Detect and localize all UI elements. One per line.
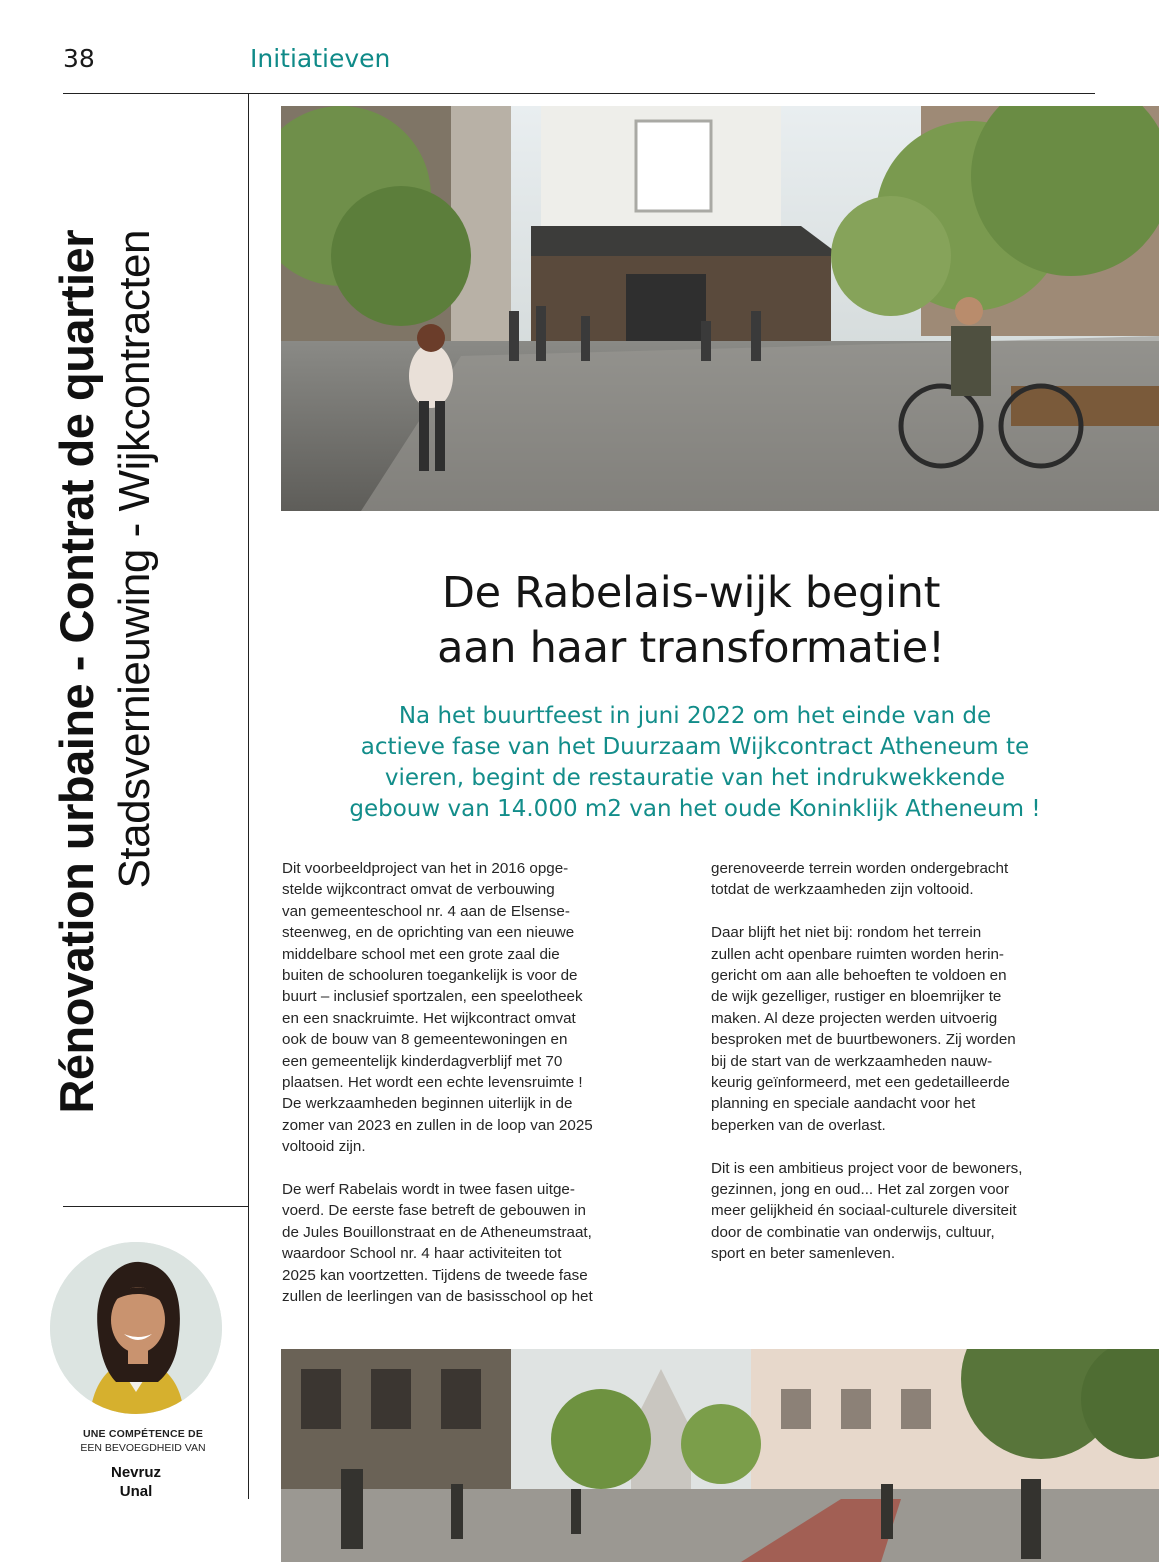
sidebar-title-fr: Rénovation urbaine - Contrat de quartier	[50, 230, 103, 1114]
credit-label-fr: UNE COMPÉTENCE DE	[82, 1428, 204, 1440]
credit-label-nl: EEN BEVOEGDHEID VAN	[80, 1442, 206, 1454]
body-paragraph: De werf Rabelais wordt in twee fasen uitge- voerd. De eerste fase betreft de gebouwen in de Jules Bouillonstraat en de Atheneumstraat, waardoor School nr. 4 haar activiteiten tot 2025 kan voortzetten. Tijdens de tweede fase zullen de leerlingen van de basisschool op het	[282, 1181, 593, 1306]
section-label: Initiatieven	[250, 44, 391, 73]
body-column-left	[282, 858, 672, 1329]
sidebar-divider	[248, 94, 249, 1499]
body-column-right	[711, 858, 1101, 1286]
sidebar-rule	[63, 1206, 249, 1207]
body-paragraph: Dit voorbeeldproject van het in 2016 opge- stelde wijkcontract omvat de verbouwing van gemeenteschool nr. 4 aan de Elsense- steenweg, en de oprichting van een nieuwe middelbare school met een grote zaal die buiten de schooluren toegankelijk is voor de buurt – inclusief sportzalen, een speelotheek en een snackruimte. Het wijkcontract omvat ook de bouw van 8 gemeentewoningen en een gemeentelijk kinderdagverblijf met 70 plaatsen. Het wordt een echte levensruimte ! De werkzaamheden beginnen uiterlijk in de zomer van 2023 en zullen in de loop van 2025 voltooid zijn.	[282, 860, 593, 1156]
page-number: 38	[63, 44, 95, 73]
hero-image	[281, 106, 1159, 511]
body-paragraph: gerenoveerde terrein worden ondergebracht totdat de werkzaamheden zijn voltooid.	[711, 860, 1009, 899]
avatar	[50, 1242, 222, 1414]
body-paragraph: Daar blijft het niet bij: rondom het terrein zullen acht openbare ruimten worden herin- gericht om aan alle behoeften te voldoen en de wijk gezelliger, rustiger en bloemrijker te maken. Al deze projecten werden uitvoerig besproken met de buurtbewoners. Zij worden bij de start van de werkzaamheden nauw- keurig geïnformeerd, met een gedetailleerde planning en speciale aandacht voor het beperken van de overlast.	[711, 924, 1016, 1134]
lead-paragraph: Na het buurtfeest in juni 2022 om het einde van de actieve fase van het Duurzaam Wijkcontract Atheneum te vieren, begint de restauratie van het indrukwekkende gebouw van 14.000 m2 van het oude Koninklijk Atheneum !	[349, 703, 1041, 822]
credit-name: Nevruz Unal	[110, 1464, 162, 1500]
body-paragraph: Dit is een ambitieus project voor de bewoners, gezinnen, jong en oud... Het zal zorgen voor meer gelijkheid én sociaal-culturele diversiteit door de combinatie van onderwijs, cultuur, sport en beter samenleven.	[711, 1159, 1023, 1263]
sidebar-title-nl: Stadsvernieuwing - Wijkcontracten	[110, 230, 159, 889]
bottom-image	[281, 1349, 1159, 1562]
vertical-titles	[48, 230, 198, 1190]
header-rule	[63, 93, 1095, 94]
headline: De Rabelais-wijk begint aan haar transformatie!	[437, 568, 945, 673]
